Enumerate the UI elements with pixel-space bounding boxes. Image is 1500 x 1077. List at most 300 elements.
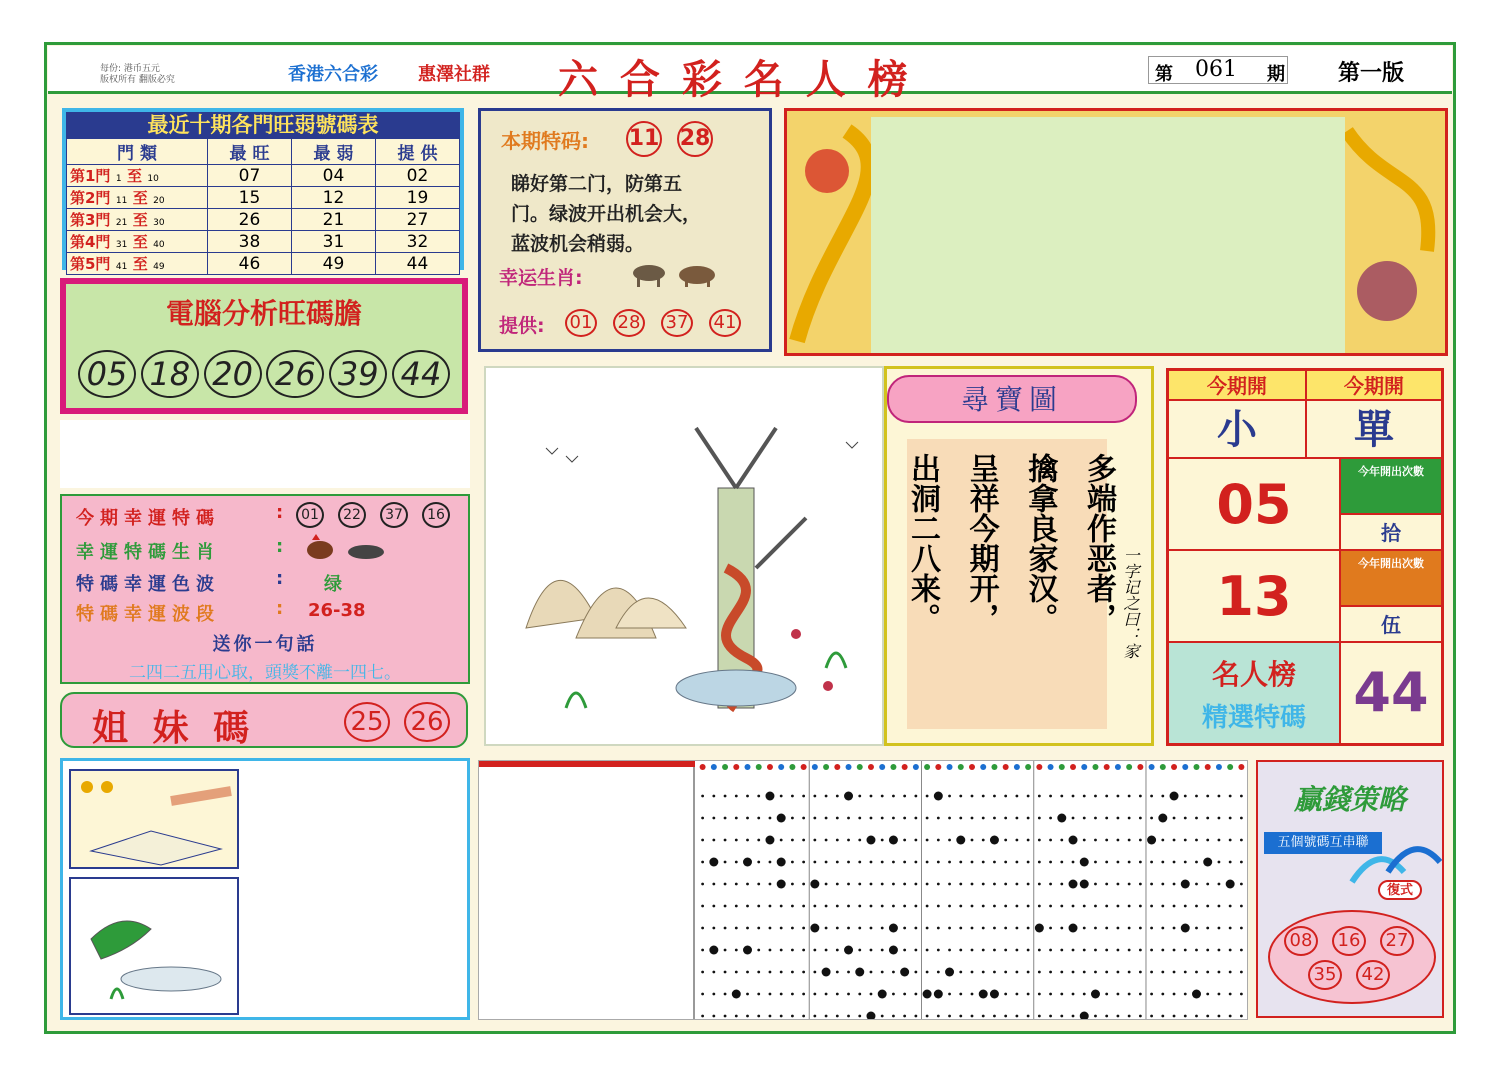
grid-dot	[802, 883, 805, 886]
grid-dot	[1117, 971, 1120, 974]
grid-dot	[1218, 905, 1221, 908]
grid-hit-dot	[945, 968, 954, 977]
grid-dot	[1015, 1015, 1018, 1018]
grid-dot	[757, 905, 760, 908]
grid-dot	[881, 971, 884, 974]
range-to: 40	[153, 240, 165, 250]
grid-dot	[757, 817, 760, 820]
grid-dot	[881, 1015, 884, 1018]
tip-cell: 02	[376, 165, 460, 187]
grid-dot	[1184, 839, 1187, 842]
grid-dot	[1128, 905, 1131, 908]
grid-dot	[914, 927, 917, 930]
grid-hit-dot	[1192, 990, 1201, 999]
grid-hit-dot	[866, 1012, 875, 1020]
ball-color-dot	[1115, 764, 1121, 770]
range-from: 21	[115, 218, 128, 228]
grid-dot	[1027, 795, 1030, 798]
grid-dot	[1173, 971, 1176, 974]
ball-color-dot	[846, 764, 852, 770]
grid-dot	[1105, 949, 1108, 952]
grid-hit-dot	[1080, 880, 1089, 889]
grid-dot	[1083, 839, 1086, 842]
grid-dot	[825, 861, 828, 864]
grid-dot	[1150, 883, 1153, 886]
grid-dot	[858, 905, 861, 908]
grid-dot	[1195, 927, 1198, 930]
ball-color-dot	[745, 764, 751, 770]
ball-color-dot	[733, 764, 739, 770]
grid-dot	[892, 905, 895, 908]
grid-dot	[701, 927, 704, 930]
grid-dot	[1161, 1015, 1164, 1018]
grid-dot	[1218, 993, 1221, 996]
grid-dot	[1218, 861, 1221, 864]
dog-leg	[657, 277, 660, 287]
strategy-subtitle: 五個號碼互串聯	[1264, 832, 1382, 854]
ball-color-dot	[767, 764, 773, 770]
grid-dot	[1206, 971, 1209, 974]
grid-dot	[802, 1015, 805, 1018]
ball-color-dot	[1160, 764, 1166, 770]
grid-dot	[1206, 1015, 1209, 1018]
grid-dot	[971, 839, 974, 842]
grid-dot	[735, 839, 738, 842]
analysis-number: 26	[266, 350, 324, 398]
ball-color-dot	[890, 764, 896, 770]
grid-dot	[1027, 1015, 1030, 1018]
grid-dot	[802, 971, 805, 974]
ball-color-dot	[980, 764, 986, 770]
analysis-number: 18	[141, 350, 199, 398]
issue-number: 061	[1195, 57, 1237, 82]
grid-dot	[1004, 949, 1007, 952]
grid-dot	[1094, 883, 1097, 886]
grid-dot	[858, 949, 861, 952]
decorative-banner	[784, 108, 1448, 356]
grid-hit-dot	[979, 990, 988, 999]
grid-dot	[948, 839, 951, 842]
grid-hit-dot	[810, 924, 819, 933]
phrase-text: 二四二五用心取，頭獎不離一四七。	[129, 663, 401, 683]
col2-header: 今期開	[1307, 371, 1441, 401]
grid-dot	[982, 861, 985, 864]
zodiac-icons	[302, 532, 392, 564]
door-label: 第5門	[70, 255, 111, 273]
grid-dot	[914, 949, 917, 952]
grid-dot	[1027, 993, 1030, 996]
grid-dot	[1173, 861, 1176, 864]
grid-dot	[746, 993, 749, 996]
ball-color-dot	[756, 764, 762, 770]
header-bar	[48, 46, 1452, 103]
grid-hit-dot	[810, 880, 819, 889]
grid-dot	[1060, 927, 1063, 930]
grid-dot	[993, 905, 996, 908]
grid-dot	[791, 927, 794, 930]
grid-hit-dot	[1181, 880, 1190, 889]
grid-hit-dot	[1069, 924, 1078, 933]
grid-dot	[948, 1015, 951, 1018]
grid-dot	[993, 861, 996, 864]
grid-dot	[746, 927, 749, 930]
grid-dot	[903, 949, 906, 952]
grid-dot	[701, 861, 704, 864]
grid-dot	[1173, 905, 1176, 908]
grid-dot	[1184, 971, 1187, 974]
ball-color-dot	[947, 764, 953, 770]
grid-dot	[780, 1015, 783, 1018]
grid-dot	[813, 817, 816, 820]
grid-dot	[1240, 861, 1243, 864]
community-name: 惠澤社群	[418, 64, 490, 85]
grid-dot	[701, 839, 704, 842]
grid-dot	[757, 949, 760, 952]
grid-dot	[858, 795, 861, 798]
grid-dot	[948, 817, 951, 820]
grid-dot	[1083, 949, 1086, 952]
grid-dot	[1105, 1015, 1108, 1018]
grid-dot	[903, 905, 906, 908]
grid-dot	[780, 795, 783, 798]
provide-label: 提供:	[499, 315, 545, 337]
ball-color-dot	[1036, 764, 1042, 770]
ball-color-dot	[722, 764, 728, 770]
grid-hit-dot	[844, 946, 853, 955]
grid-dot	[769, 971, 772, 974]
grid-dot	[926, 949, 929, 952]
grid-dot	[870, 927, 873, 930]
grid-dot	[836, 1015, 839, 1018]
grid-dot	[858, 993, 861, 996]
treasure-verse	[903, 453, 1117, 729]
grid-dot	[881, 927, 884, 930]
grid-dot	[757, 839, 760, 842]
door-cell	[67, 187, 208, 209]
lucky-zodiac-label: 幸運特碼生肖	[76, 542, 220, 563]
grid-dot	[993, 817, 996, 820]
grid-dot	[1072, 795, 1075, 798]
grid-dot	[1060, 993, 1063, 996]
grid-dot	[1128, 883, 1131, 886]
ball-color-dot	[868, 764, 874, 770]
grid-dot	[1128, 927, 1131, 930]
grid-dot	[914, 993, 917, 996]
grid-dot	[712, 993, 715, 996]
range-to: 49	[153, 262, 165, 272]
grid-dot	[948, 861, 951, 864]
ball-color-dot	[1025, 764, 1031, 770]
cold-cell: 04	[292, 165, 376, 187]
grid-dot	[1139, 993, 1142, 996]
grid-dot	[1060, 949, 1063, 952]
grid-dot	[791, 861, 794, 864]
compound-tag: 復式	[1378, 880, 1422, 900]
ball-color-dot	[1059, 764, 1065, 770]
grid-dot	[1060, 795, 1063, 798]
grid-hit-dot	[777, 814, 786, 823]
grid-dot	[858, 1015, 861, 1018]
grid-dot	[1094, 905, 1097, 908]
grid-dot	[791, 883, 794, 886]
brand-name: 香港六合彩	[288, 64, 378, 85]
grid-dot	[1049, 861, 1052, 864]
grid-dot	[813, 993, 816, 996]
grid-dot	[735, 1015, 738, 1018]
treasure-title: 尋寶圖	[960, 383, 1063, 416]
grid-dot	[870, 795, 873, 798]
grid-dot	[780, 993, 783, 996]
strategy-panel	[1256, 760, 1444, 1018]
lucky-code-label: 今期幸運特碼	[76, 508, 220, 529]
edition-label: 第一版	[1338, 61, 1405, 86]
grid-dot	[701, 949, 704, 952]
ball-color-dot	[1193, 764, 1199, 770]
sister-codes-panel	[60, 692, 468, 748]
grid-dot	[1038, 795, 1041, 798]
grid-dot	[903, 927, 906, 930]
grid-dot	[971, 883, 974, 886]
grid-dot	[1083, 795, 1086, 798]
grid-dot	[1161, 927, 1164, 930]
grid-dot	[1184, 861, 1187, 864]
grid-dot	[712, 905, 715, 908]
grid-dot	[769, 861, 772, 864]
grid-dot	[1128, 971, 1131, 974]
grid-dot	[1072, 905, 1075, 908]
grid-dot	[1094, 1015, 1097, 1018]
grid-dot	[982, 883, 985, 886]
grid-hit-dot	[1035, 924, 1044, 933]
grid-hit-dot	[866, 836, 875, 845]
grid-dot	[1072, 1015, 1075, 1018]
grid-dot	[1161, 949, 1164, 952]
result-number-2: 13	[1169, 551, 1341, 643]
grid-dot	[1015, 861, 1018, 864]
grid-dot	[858, 839, 861, 842]
tree-snake-illustration	[486, 368, 886, 748]
range-word: 至	[126, 167, 142, 185]
table-header-row	[67, 139, 460, 165]
grid-header-strip	[479, 761, 695, 767]
grid-dot	[1117, 905, 1120, 908]
grid-dot	[1240, 993, 1243, 996]
grid-dot	[791, 795, 794, 798]
grid-dot	[903, 839, 906, 842]
grid-dot	[1173, 949, 1176, 952]
grid-dot	[982, 795, 985, 798]
range-word: 至	[132, 189, 148, 207]
grid-dot	[1150, 905, 1153, 908]
ball-color-dot	[1003, 764, 1009, 770]
grid-dot	[802, 839, 805, 842]
grid-dot	[1128, 817, 1131, 820]
grid-hit-dot	[743, 946, 752, 955]
ball-color-dot	[935, 764, 941, 770]
rat-icon	[348, 545, 384, 559]
grid-dot	[1184, 993, 1187, 996]
grid-hit-dot	[822, 968, 831, 977]
famous-box	[1169, 643, 1341, 743]
grid-dot	[1240, 883, 1243, 886]
dog-leg	[637, 277, 640, 287]
grid-dot	[1218, 839, 1221, 842]
zodiac-label: 幸运生肖:	[499, 267, 583, 289]
grid-dot	[724, 817, 727, 820]
grid-hit-dot	[777, 858, 786, 867]
grid-dot	[735, 883, 738, 886]
grid-dot	[1060, 905, 1063, 908]
parity-result: 單	[1307, 401, 1441, 459]
grid-dot	[1161, 839, 1164, 842]
grid-dot	[937, 861, 940, 864]
grid-dot	[1161, 883, 1164, 886]
special-code-panel	[478, 108, 772, 352]
grid-dot	[836, 971, 839, 974]
grid-hit-dot	[956, 836, 965, 845]
grid-dot	[959, 993, 962, 996]
grid-dot	[1150, 949, 1153, 952]
grid-dot	[926, 839, 929, 842]
grid-dot	[1105, 883, 1108, 886]
ball-color-dot	[1137, 764, 1143, 770]
grid-dot	[847, 839, 850, 842]
range-word: 至	[132, 233, 148, 251]
grid-hit-dot	[1069, 880, 1078, 889]
grid-dot	[1128, 949, 1131, 952]
grid-dot	[1128, 993, 1131, 996]
grid-dot	[791, 817, 794, 820]
grid-dot	[1038, 861, 1041, 864]
grid-dot	[881, 795, 884, 798]
grid-dot	[1206, 839, 1209, 842]
grid-dot	[914, 883, 917, 886]
grid-dot	[1240, 1015, 1243, 1018]
results-panel	[1166, 368, 1444, 746]
grid-dot	[1083, 905, 1086, 908]
grid-dot	[1161, 905, 1164, 908]
grid-dot	[1139, 795, 1142, 798]
grid-dot	[836, 817, 839, 820]
grid-dot	[712, 927, 715, 930]
ball-color-dot	[823, 764, 829, 770]
grid-dot	[971, 817, 974, 820]
grid-dot	[1218, 971, 1221, 974]
grid-dot	[757, 861, 760, 864]
special-text-line: 蓝波机会稍弱。	[511, 233, 645, 255]
grid-dot	[1027, 817, 1030, 820]
grid-dot	[836, 861, 839, 864]
special-number: 28	[677, 121, 713, 157]
grid-dot	[937, 1015, 940, 1018]
grid-dot	[971, 861, 974, 864]
grid-dot	[825, 1015, 828, 1018]
grid-dot	[735, 817, 738, 820]
table-row	[67, 187, 460, 209]
grid-dot	[937, 817, 940, 820]
grid-dot	[1117, 839, 1120, 842]
grid-dot	[1094, 927, 1097, 930]
grid-dot	[1139, 971, 1142, 974]
grid-dot	[1015, 949, 1018, 952]
grid-dot	[971, 795, 974, 798]
phrase-title: 送你一句話	[212, 634, 318, 655]
ball-color-dot	[834, 764, 840, 770]
colon: :	[276, 568, 284, 589]
grid-dot	[858, 817, 861, 820]
grid-dot	[959, 927, 962, 930]
grid-dot	[813, 905, 816, 908]
grid-dot	[746, 839, 749, 842]
grid-dot	[959, 817, 962, 820]
grid-dot	[870, 905, 873, 908]
grid-dot	[813, 1015, 816, 1018]
grid-dot	[971, 971, 974, 974]
grid-hit-dot	[765, 792, 774, 801]
count-title-2: 今年開出次數	[1341, 551, 1441, 607]
ball-color-dot	[1205, 764, 1211, 770]
grid-dot	[1206, 795, 1209, 798]
grid-hit-dot	[765, 836, 774, 845]
grid-hit-dot	[889, 836, 898, 845]
strategy-number: 08	[1284, 926, 1318, 956]
grid-dot	[926, 817, 929, 820]
grid-hit-dot	[1057, 814, 1066, 823]
grid-dot	[881, 861, 884, 864]
grid-dot	[1105, 839, 1108, 842]
grid-dot	[1139, 949, 1142, 952]
computer-analysis-title: 電腦分析旺碼膽	[165, 297, 362, 330]
grid-dot	[881, 949, 884, 952]
grid-dot	[1173, 839, 1176, 842]
pig-leg	[685, 279, 688, 287]
verse-column: 呈祥今期开，	[963, 453, 999, 633]
ball-color-dot	[1238, 764, 1244, 770]
ball-color-dot	[1182, 764, 1188, 770]
grid-dot	[1094, 949, 1097, 952]
grid-dot	[825, 839, 828, 842]
ball-color-dot	[1092, 764, 1098, 770]
grid-hit-dot	[934, 990, 943, 999]
grid-dot	[1206, 949, 1209, 952]
grid-dot	[1139, 861, 1142, 864]
grid-dot	[870, 883, 873, 886]
ball-color-dot	[924, 764, 930, 770]
grid-dot	[780, 949, 783, 952]
grid-hit-dot	[1170, 792, 1179, 801]
grid-blank-column	[479, 761, 695, 1019]
col1-header: 今期開	[1169, 371, 1307, 401]
grid-dot	[926, 1015, 929, 1018]
lucky-number: 16	[422, 502, 450, 528]
grid-dot	[836, 905, 839, 908]
grid-hit-dot	[878, 990, 887, 999]
strategy-title: 贏錢策略	[1293, 783, 1406, 816]
grid-hit-dot	[934, 792, 943, 801]
grid-hit-dot	[1147, 836, 1156, 845]
range-to: 30	[153, 218, 165, 228]
grid-dot	[1139, 839, 1142, 842]
grid-dot	[757, 927, 760, 930]
grid-dot	[769, 883, 772, 886]
ten-period-title: 最近十期各門旺弱號碼表	[66, 112, 460, 138]
range-word: 至	[132, 211, 148, 229]
grid-dot	[757, 883, 760, 886]
grid-dot	[1049, 971, 1052, 974]
grid-dot	[836, 795, 839, 798]
grid-dot	[1206, 927, 1209, 930]
grid-dot	[1229, 949, 1232, 952]
